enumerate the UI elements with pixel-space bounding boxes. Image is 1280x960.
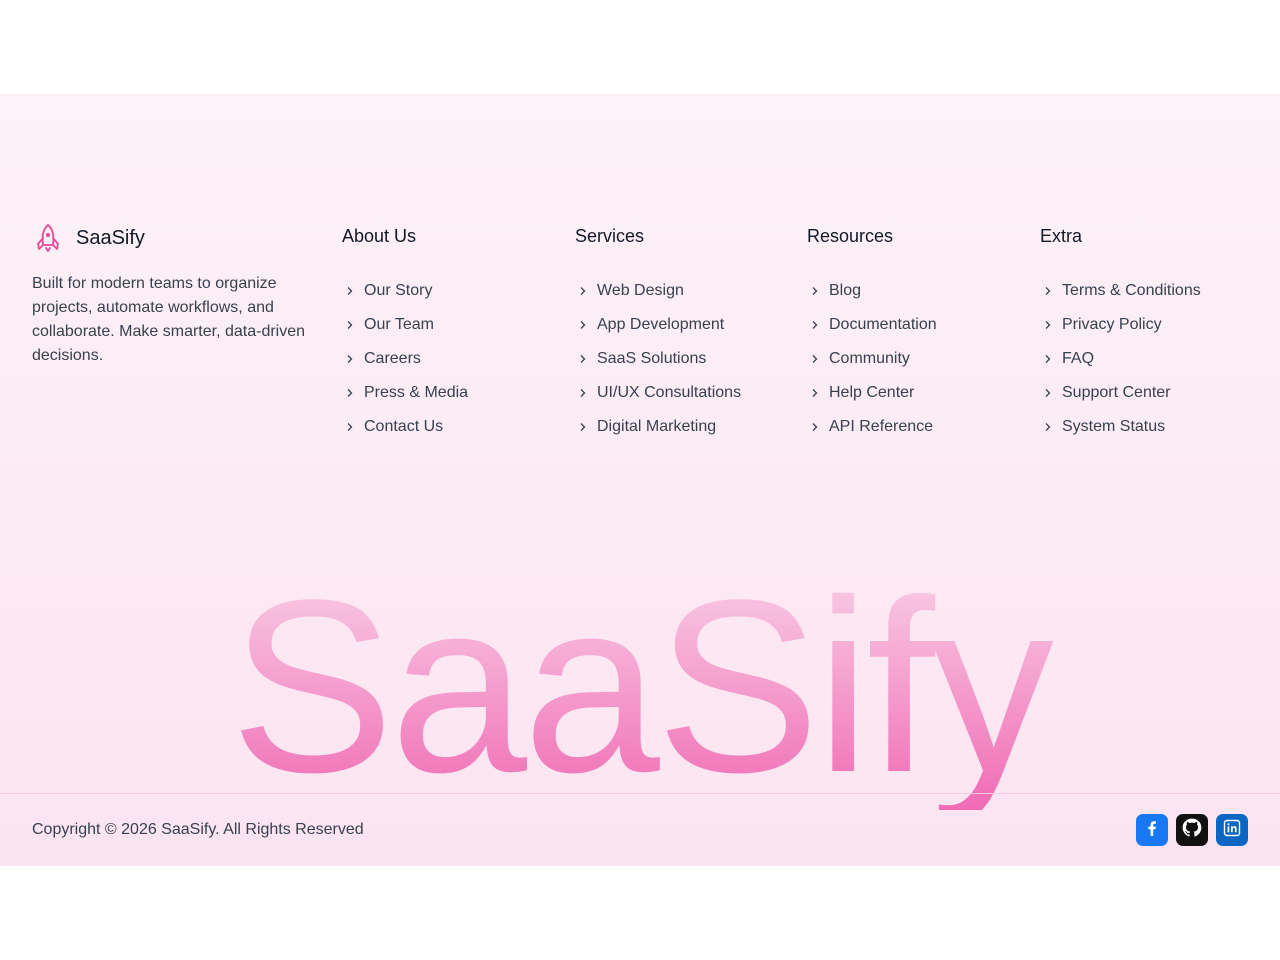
footer-link-label: API Reference	[829, 418, 934, 435]
chevron-right-icon	[576, 386, 590, 400]
github-link[interactable]	[1176, 814, 1208, 846]
footer-link-community[interactable]	[807, 342, 937, 376]
footer-link-api-reference[interactable]	[807, 410, 937, 444]
brand-section	[32, 222, 322, 368]
footer-bottom-bar	[0, 793, 1280, 866]
footer-link-label: Community	[829, 350, 910, 367]
footer-link-label: Press & Media	[364, 384, 469, 401]
footer-link-documentation[interactable]	[807, 308, 937, 342]
rocket-icon	[32, 222, 64, 254]
chevron-right-icon	[1041, 318, 1055, 332]
linkedin-icon	[1223, 819, 1241, 842]
column-heading: About Us	[342, 226, 417, 246]
brand-watermark-text: SaaSify	[0, 564, 1280, 810]
footer-column-about	[342, 223, 468, 444]
footer-link-label: Web Design	[597, 282, 684, 299]
chevron-right-icon	[1041, 284, 1055, 298]
footer-link-label: System Status	[1062, 418, 1166, 435]
chevron-right-icon	[808, 420, 822, 434]
chevron-right-icon	[808, 386, 822, 400]
footer-link-app-development[interactable]	[575, 308, 741, 342]
footer-link-web-design[interactable]	[575, 274, 741, 308]
footer-link-label: Careers	[364, 350, 421, 367]
footer-link-label: Digital Marketing	[597, 418, 717, 435]
column-heading: Services	[575, 226, 645, 246]
chevron-right-icon	[576, 318, 590, 332]
footer-link-our-story[interactable]	[342, 274, 468, 308]
chevron-right-icon	[808, 284, 822, 298]
brand-name: SaaSify	[76, 226, 145, 249]
chevron-right-icon	[576, 352, 590, 366]
footer-link-label: Contact Us	[364, 418, 444, 435]
footer-link-press-media[interactable]	[342, 376, 468, 410]
chevron-right-icon	[808, 318, 822, 332]
brand-description: Built for modern teams to organize projects, automate workflows, and collaborate. Make smarter, data-driven decisions.	[32, 275, 306, 364]
footer-column-extra	[1040, 223, 1201, 444]
footer-link-uiux-consultations[interactable]	[575, 376, 741, 410]
chevron-right-icon	[1041, 420, 1055, 434]
column-heading: Extra	[1040, 226, 1083, 246]
footer-link-label: Terms & Conditions	[1062, 282, 1201, 299]
footer-link-privacy-policy[interactable]	[1040, 308, 1201, 342]
github-icon	[1182, 818, 1202, 843]
column-heading: Resources	[807, 226, 894, 246]
footer-link-label: UI/UX Consultations	[597, 384, 742, 401]
chevron-right-icon	[576, 284, 590, 298]
brand-logo-link[interactable]	[32, 222, 322, 254]
chevron-right-icon	[343, 420, 357, 434]
chevron-right-icon	[343, 352, 357, 366]
linkedin-link[interactable]	[1216, 814, 1248, 846]
chevron-right-icon	[1041, 352, 1055, 366]
footer-link-label: App Development	[597, 316, 725, 333]
chevron-right-icon	[343, 386, 357, 400]
footer-link-digital-marketing[interactable]	[575, 410, 741, 444]
footer-link-label: Our Team	[364, 316, 434, 333]
chevron-right-icon	[576, 420, 590, 434]
footer-link-label: Documentation	[829, 316, 937, 333]
footer-link-label: Support Center	[1062, 384, 1171, 401]
social-links	[1136, 814, 1248, 846]
chevron-right-icon	[343, 318, 357, 332]
footer-link-terms-conditions[interactable]	[1040, 274, 1201, 308]
footer-link-help-center[interactable]	[807, 376, 937, 410]
footer-link-contact-us[interactable]	[342, 410, 468, 444]
footer-link-support-center[interactable]	[1040, 376, 1201, 410]
facebook-link[interactable]	[1136, 814, 1168, 846]
footer-link-label: SaaS Solutions	[597, 350, 707, 367]
facebook-icon	[1144, 820, 1160, 841]
footer-column-resources	[807, 223, 937, 444]
footer-link-label: FAQ	[1062, 350, 1095, 367]
chevron-right-icon	[1041, 386, 1055, 400]
footer-link-faq[interactable]	[1040, 342, 1201, 376]
footer-column-services	[575, 223, 741, 444]
copyright-text: Copyright © 2026 SaaSify. All Rights Reserved	[32, 821, 364, 838]
footer-link-saas-solutions[interactable]	[575, 342, 741, 376]
chevron-right-icon	[808, 352, 822, 366]
footer-link-system-status[interactable]	[1040, 410, 1201, 444]
site-footer	[0, 94, 1280, 866]
footer-link-careers[interactable]	[342, 342, 468, 376]
footer-link-label: Our Story	[364, 282, 433, 299]
footer-link-our-team[interactable]	[342, 308, 468, 342]
footer-link-label: Help Center	[829, 384, 915, 401]
footer-link-label: Blog	[829, 282, 862, 299]
chevron-right-icon	[343, 284, 357, 298]
footer-link-label: Privacy Policy	[1062, 316, 1162, 333]
footer-link-blog[interactable]	[807, 274, 937, 308]
